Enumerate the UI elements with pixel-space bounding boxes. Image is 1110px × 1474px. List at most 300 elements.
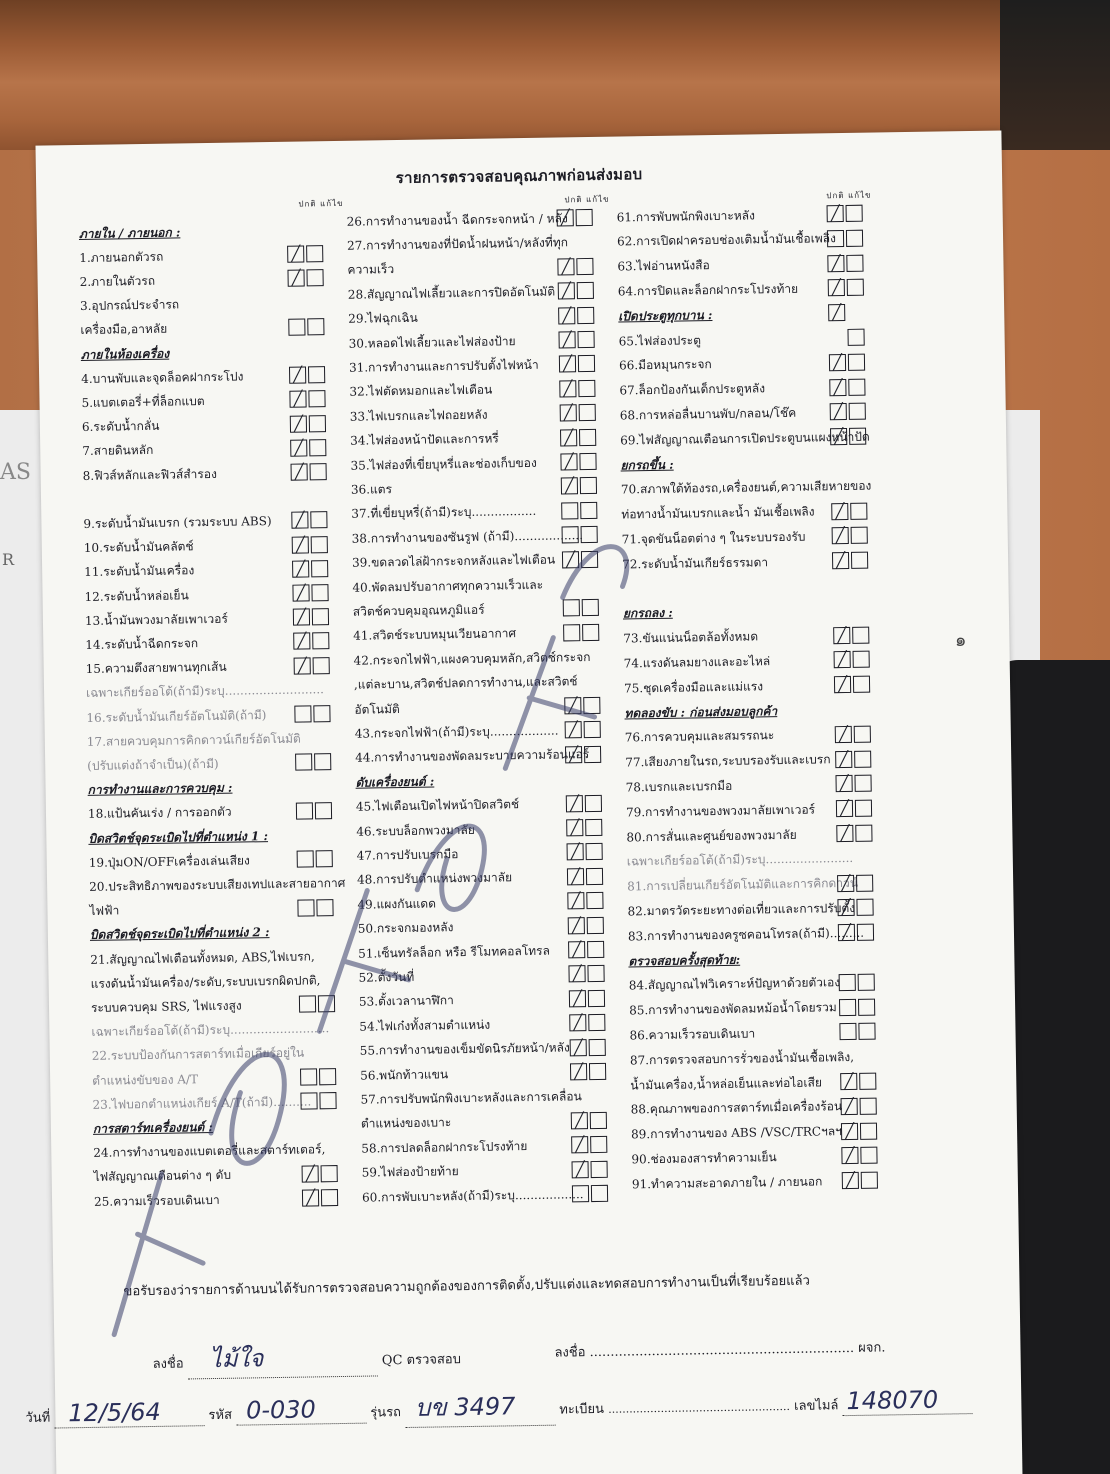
fix-checkbox[interactable] — [306, 245, 323, 262]
fix-checkbox[interactable] — [591, 1185, 608, 1202]
checklist-item — [352, 574, 543, 599]
normal-checkbox[interactable] — [569, 990, 586, 1007]
checklist-item — [348, 281, 556, 306]
fix-checkbox[interactable] — [854, 725, 871, 742]
checklist-item — [84, 560, 194, 584]
fix-checkbox[interactable] — [846, 229, 863, 246]
normal-checkbox[interactable] — [841, 1122, 858, 1139]
normal-checkbox[interactable] — [568, 917, 585, 934]
normal-checkbox[interactable] — [293, 633, 310, 650]
checkbox-pair — [572, 1160, 608, 1178]
checklist-item-label: 24.การทำงานของแบตเตอรี่และสตาร์ทเตอร์, — [93, 1142, 326, 1160]
section-heading — [81, 343, 170, 366]
normal-checkbox[interactable] — [297, 899, 314, 916]
fix-checkbox[interactable] — [856, 899, 873, 916]
normal-checkbox[interactable] — [567, 844, 584, 861]
checklist-item — [629, 997, 837, 1022]
fix-checkbox[interactable] — [851, 552, 868, 569]
fix-checkbox[interactable] — [858, 998, 875, 1015]
checklist-item-label: ระบบควบคุม SRS, ไฟแรงสูง — [90, 998, 242, 1015]
checklist-item — [623, 626, 758, 650]
normal-checkbox[interactable] — [837, 874, 854, 891]
normal-checkbox[interactable] — [830, 403, 847, 420]
checkbox-pair — [559, 380, 595, 398]
checklist-item-label: 37.ที่เขี่ยบุหรี่(ถ้ามี)ระบุ................. — [351, 504, 537, 522]
fix-checkbox[interactable] — [311, 536, 328, 553]
fix-checkbox[interactable] — [847, 279, 864, 296]
qc-sign-label: ลงชื่อ — [152, 1356, 184, 1372]
checklist-item-label: 11.ระดับน้ำมันเครื่อง — [84, 563, 195, 580]
checklist-item-label: 48.การปรับตำแหน่งพวงมาลัย — [356, 870, 513, 888]
qc-signature: ไม้ใจ — [187, 1336, 378, 1379]
normal-checkbox[interactable] — [827, 205, 844, 222]
dark-object — [1000, 0, 1110, 150]
normal-checkbox[interactable] — [292, 536, 309, 553]
normal-checkbox[interactable] — [561, 478, 578, 495]
normal-checkbox[interactable] — [572, 1161, 589, 1178]
checkbox-pair — [835, 750, 871, 768]
checkbox-pair — [560, 453, 596, 471]
fix-checkbox[interactable] — [314, 753, 331, 770]
checklist-item-label: น้ำมันเครื่อง,น้ำหล่อเย็นและท่อไอเสีย — [630, 1074, 823, 1092]
checklist-item — [87, 753, 219, 777]
checklist-item-label: ยกรถลง : — [622, 606, 673, 621]
col1-header: ปกติ แก้ไข — [298, 198, 344, 209]
checkbox-pair — [572, 1185, 608, 1203]
fix-checkbox[interactable] — [860, 1122, 877, 1139]
fix-checkbox[interactable] — [311, 560, 328, 577]
normal-checkbox[interactable] — [289, 367, 306, 384]
fix-checkbox[interactable] — [853, 651, 870, 668]
fix-checkbox[interactable] — [586, 892, 603, 909]
fix-checkbox[interactable] — [313, 657, 330, 674]
fix-checkbox[interactable] — [582, 624, 599, 641]
normal-checkbox[interactable] — [830, 428, 847, 445]
checklist-item-label: ดับเครื่องยนต์ : — [355, 774, 435, 790]
checkbox-pair — [287, 270, 323, 288]
normal-checkbox[interactable] — [302, 1165, 319, 1182]
normal-checkbox[interactable] — [560, 429, 577, 446]
normal-checkbox[interactable] — [568, 941, 585, 958]
checklist-item-label: 18.แป้นคันเร่ง / การออกตัว — [87, 804, 232, 822]
fix-checkbox[interactable] — [591, 1160, 608, 1177]
fix-checkbox[interactable] — [584, 746, 601, 763]
fix-checkbox[interactable] — [321, 1165, 338, 1182]
checkbox-pair — [297, 899, 333, 917]
checklist-item-label: 83.การทำงานของครูซคอนโทรล(ถ้ามี)......... — [627, 925, 865, 944]
normal-checkbox[interactable] — [292, 584, 309, 601]
normal-checkbox[interactable] — [292, 560, 309, 577]
checklist-item-label: 6.ระดับน้ำกลั่น — [81, 418, 160, 435]
sheet-title: รายการตรวจสอบคุณภาพก่อนส่งมอบ — [395, 165, 643, 188]
checklist-item — [360, 1037, 570, 1062]
checkbox-pair — [841, 1147, 877, 1165]
normal-checkbox[interactable] — [560, 404, 577, 421]
fix-checkbox[interactable] — [321, 1189, 338, 1206]
normal-checkbox[interactable] — [569, 1014, 586, 1031]
fix-checkbox[interactable] — [306, 270, 323, 287]
fix-checkbox[interactable] — [581, 550, 598, 567]
fix-checkbox[interactable] — [578, 355, 595, 372]
normal-checkbox[interactable] — [297, 851, 314, 868]
checkbox-pair — [837, 899, 873, 917]
normal-checkbox[interactable] — [565, 722, 582, 739]
checklist-item — [630, 1046, 854, 1072]
checkbox-pair — [830, 403, 866, 421]
fix-checkbox[interactable] — [859, 1073, 876, 1090]
fix-checkbox[interactable] — [848, 353, 865, 370]
checklist-sheet — [25, 130, 1022, 1474]
normal-checkbox[interactable] — [562, 551, 579, 568]
fix-checkbox[interactable] — [857, 924, 874, 941]
normal-checkbox[interactable] — [572, 1185, 589, 1202]
normal-checkbox[interactable] — [827, 255, 844, 272]
normal-checkbox[interactable] — [558, 282, 575, 299]
normal-checkbox[interactable] — [558, 307, 575, 324]
fix-checkbox[interactable] — [584, 721, 601, 738]
normal-checkbox[interactable] — [567, 892, 584, 909]
fix-checkbox[interactable] — [589, 1038, 606, 1055]
normal-checkbox[interactable] — [834, 676, 851, 693]
normal-checkbox[interactable] — [563, 624, 580, 641]
normal-checkbox[interactable] — [559, 356, 576, 373]
normal-checkbox[interactable] — [570, 1063, 587, 1080]
normal-checkbox[interactable] — [827, 230, 844, 247]
normal-checkbox[interactable] — [562, 526, 579, 543]
normal-checkbox[interactable] — [832, 527, 849, 544]
checkbox-pair — [839, 1023, 875, 1041]
checklist-item-label: ความเร็ว — [347, 262, 395, 278]
normal-checkbox[interactable] — [295, 754, 312, 771]
fix-checkbox[interactable] — [588, 990, 605, 1007]
fix-checkbox[interactable] — [580, 477, 597, 494]
checklist-item — [347, 207, 568, 232]
fix-checkbox[interactable] — [853, 676, 870, 693]
normal-checkbox[interactable] — [839, 974, 856, 991]
normal-checkbox[interactable] — [842, 1172, 859, 1189]
fix-checkbox[interactable] — [585, 819, 602, 836]
checklist-item-label: 70.สภาพใต้ท้องรถ,เครื่องยนต์,ความเสียหายของ — [620, 478, 872, 497]
fix-checkbox[interactable] — [585, 794, 602, 811]
normal-checkbox[interactable] — [558, 331, 575, 348]
checkbox-pair — [570, 1063, 606, 1081]
checklist-item-label: ท่อทางน้ำมันเบรกและน้ำ มันเชื้อเพลิง — [621, 504, 815, 522]
col3-header: ปกติ แก้ไข — [826, 190, 872, 201]
fix-checkbox[interactable] — [576, 258, 593, 275]
fix-checkbox[interactable] — [316, 899, 333, 916]
checklist-item — [82, 440, 153, 463]
checkbox-pair — [831, 502, 867, 520]
checklist-item-label: ภายในห้องเครื่อง — [80, 346, 170, 362]
checklist-item-label: 77.เสียงภายในรถ,ระบบรองรับและเบรก — [625, 752, 831, 770]
normal-checkbox[interactable] — [831, 503, 848, 520]
checklist-item-label: 60.การพับเบาะหลัง(ถ้ามี)ระบุ.................. — [361, 1186, 584, 1205]
checklist-item — [626, 824, 797, 849]
normal-checkbox[interactable] — [289, 391, 306, 408]
fix-checkbox[interactable] — [846, 254, 863, 271]
col2-header: ปกติ แก้ไข — [564, 194, 610, 205]
checklist-item-label: 13.น้ำมันพวงมาลัยเพาเวอร์ — [84, 611, 228, 628]
checklist-item-label: 43.กระจกไฟฟ้า(ถ้ามี)ระบุ.................. — [354, 723, 559, 741]
normal-checkbox[interactable] — [563, 600, 580, 617]
fix-checkbox[interactable] — [861, 1172, 878, 1189]
fix-checkbox[interactable] — [319, 1068, 336, 1085]
fix-checkbox[interactable] — [577, 307, 594, 324]
normal-checkbox[interactable] — [564, 697, 581, 714]
checklist-item-label: 75.ชุดเครื่องมือและแม่แรง — [623, 678, 764, 696]
checklist-item — [356, 819, 475, 843]
normal-checkbox[interactable] — [290, 415, 307, 432]
checklist-item-label: 26.การทำงานของน้ำ ฉีดกระจกหน้า / หลัง — [346, 210, 568, 229]
normal-checkbox[interactable] — [840, 1073, 857, 1090]
checklist-item-label: 47.การปรับเบรกมือ — [356, 847, 459, 863]
fix-checkbox[interactable] — [313, 705, 330, 722]
fix-checkbox[interactable] — [590, 1112, 607, 1129]
normal-checkbox[interactable] — [557, 258, 574, 275]
checklist-item-label: บิดสวิตช์จุดระเบิดไปที่ตำแหน่ง 2 : — [89, 925, 270, 943]
section-heading — [93, 1116, 213, 1140]
normal-checkbox[interactable] — [829, 379, 846, 396]
normal-checkbox[interactable] — [290, 439, 307, 456]
code-value: 0-030 — [236, 1395, 366, 1426]
fix-checkbox[interactable] — [848, 378, 865, 395]
normal-checkbox[interactable] — [839, 1023, 856, 1040]
fix-checkbox[interactable] — [858, 973, 875, 990]
fix-checkbox[interactable] — [858, 1023, 875, 1040]
checklist-item-label: 58.การปลดล็อกฝากระโปรงท้าย — [361, 1138, 528, 1156]
normal-checkbox[interactable] — [566, 795, 583, 812]
checklist-item-label: 84.สัญญาณไฟวิเคราะห์ปัญหาด้วยตัวเอง — [628, 975, 841, 993]
fix-checkbox[interactable] — [315, 802, 332, 819]
fix-checkbox[interactable] — [308, 391, 325, 408]
fix-checkbox[interactable] — [854, 750, 871, 767]
fix-checkbox[interactable] — [316, 850, 333, 867]
fix-checkbox[interactable] — [318, 995, 335, 1012]
checkbox-pair — [560, 404, 596, 422]
normal-checkbox[interactable] — [559, 380, 576, 397]
fix-checkbox[interactable] — [583, 697, 600, 714]
checklist-item — [624, 651, 771, 675]
checklist-item — [87, 728, 301, 753]
checklist-item — [627, 872, 858, 898]
fix-checkbox[interactable] — [589, 1063, 606, 1080]
checkbox-pair — [289, 391, 325, 409]
checklist-item — [347, 232, 568, 257]
fix-checkbox[interactable] — [308, 366, 325, 383]
checklist-item-label: 36.แตร — [350, 482, 393, 497]
fix-checkbox[interactable] — [852, 626, 869, 643]
normal-checkbox[interactable] — [288, 318, 305, 335]
normal-checkbox[interactable] — [566, 819, 583, 836]
checklist-item — [80, 294, 179, 318]
checklist-item-label: 41.สวิตช์ระบบหมุนเวียนอากาศ — [353, 626, 517, 644]
fix-checkbox[interactable] — [307, 318, 324, 335]
normal-checkbox[interactable] — [561, 502, 578, 519]
normal-checkbox[interactable] — [834, 651, 851, 668]
normal-checkbox[interactable] — [560, 453, 577, 470]
checklist-item — [358, 940, 550, 965]
normal-checkbox[interactable] — [835, 726, 852, 743]
fix-checkbox[interactable] — [588, 1014, 605, 1031]
fix-checkbox[interactable] — [579, 404, 596, 421]
fix-checkbox[interactable] — [856, 874, 873, 891]
normal-checkbox[interactable] — [568, 966, 585, 983]
checkbox-pair — [558, 307, 594, 325]
fix-checkbox[interactable] — [851, 527, 868, 544]
checklist-item-label: ยกรถขึ้น : — [620, 457, 674, 473]
checklist-item-label: 17.สายควบคุมการคิกดาวน์เกียร์อัตโนมัติ — [86, 731, 301, 749]
normal-checkbox[interactable] — [838, 924, 855, 941]
fix-checkbox[interactable] — [309, 439, 326, 456]
checklist-item-label: 28.สัญญาณไฟเลี้ยวและการปิดอัตโนมัติ — [347, 284, 556, 302]
normal-checkbox[interactable] — [302, 1189, 319, 1206]
normal-checkbox[interactable] — [829, 354, 846, 371]
manager-signature-line — [554, 1336, 885, 1362]
normal-checkbox[interactable] — [291, 512, 308, 529]
normal-checkbox[interactable] — [287, 246, 304, 263]
checkbox-pair — [300, 1068, 336, 1086]
normal-checkbox[interactable] — [828, 304, 845, 321]
checklist-item-label: ตรวจสอบครั้งสุดท้าย: — [628, 952, 741, 968]
normal-checkbox[interactable] — [294, 657, 311, 674]
section-heading — [623, 603, 673, 626]
normal-checkbox[interactable] — [557, 209, 574, 226]
normal-checkbox[interactable] — [835, 775, 852, 792]
fix-checkbox[interactable] — [582, 599, 599, 616]
checklist-item-label: 91.ทำความสะอาดภายใน / ภายนอก — [631, 1174, 823, 1192]
fix-checkbox[interactable] — [586, 843, 603, 860]
normal-checkbox[interactable] — [571, 1136, 588, 1153]
normal-checkbox[interactable] — [299, 996, 316, 1013]
checklist-item-label: 44.การทำงานของพัดลมระบายความร้อนแอร์ — [355, 747, 590, 766]
fix-checkbox[interactable] — [578, 380, 595, 397]
fix-checkbox[interactable] — [311, 584, 328, 601]
checklist-item — [91, 995, 242, 1019]
footer-fields — [25, 1379, 973, 1434]
fix-checkbox[interactable] — [580, 502, 597, 519]
fix-checkbox[interactable] — [577, 331, 594, 348]
checklist-item-label: 68.การหล่อลื่นบานพับ/กลอน/โช๊ค — [619, 405, 797, 423]
checklist-item — [85, 633, 198, 657]
normal-checkbox[interactable] — [833, 627, 850, 644]
fix-checkbox[interactable] — [849, 403, 866, 420]
normal-checkbox[interactable] — [836, 825, 853, 842]
checklist-item — [89, 850, 250, 875]
checklist-item-label: 62.การเปิดฝาครอบช่องเติมน้ำมันเชื้อเพลิง — [616, 231, 837, 249]
fix-checkbox[interactable] — [587, 941, 604, 958]
checklist-item — [355, 720, 559, 745]
normal-checkbox[interactable] — [296, 802, 313, 819]
fix-checkbox[interactable] — [312, 608, 329, 625]
checkbox-pair — [297, 850, 333, 868]
fix-checkbox[interactable] — [847, 329, 864, 346]
normal-checkbox[interactable] — [294, 705, 311, 722]
checklist-item — [631, 1096, 843, 1121]
normal-checkbox[interactable] — [293, 609, 310, 626]
normal-checkbox[interactable] — [287, 270, 304, 287]
fix-checkbox[interactable] — [587, 965, 604, 982]
fix-checkbox[interactable] — [586, 868, 603, 885]
normal-checkbox[interactable] — [300, 1068, 317, 1085]
fix-checkbox[interactable] — [855, 825, 872, 842]
normal-checkbox[interactable] — [835, 751, 852, 768]
checklist-item — [630, 1071, 822, 1096]
checklist-item — [625, 725, 775, 749]
checkbox-pair — [835, 775, 871, 793]
fix-checkbox[interactable] — [590, 1136, 607, 1153]
normal-checkbox[interactable] — [828, 279, 845, 296]
normal-checkbox[interactable] — [841, 1147, 858, 1164]
checkbox-pair — [299, 995, 335, 1013]
fix-checkbox[interactable] — [579, 428, 596, 445]
fix-checkbox[interactable] — [309, 415, 326, 432]
checklist-item-label: 85.การทำงานของพัดลมหม้อน้ำโดยรวม — [629, 1000, 837, 1018]
checklist-item-label: 89.การทำงานของ ABS /VSC/TRCฯลฯ — [630, 1124, 842, 1142]
checkbox-pair — [565, 746, 601, 764]
normal-checkbox[interactable] — [571, 1112, 588, 1129]
checklist-item-label: 51.เซ็นทรัลล็อก หรือ รีโมทคอลโทรล — [358, 943, 551, 961]
checklist-item-label: ตำแหน่งขับของ A/T — [92, 1071, 199, 1088]
checklist-item-label: 69.ไฟสัญญาณเตือนการเปิดประตูบนแผงหน้าปัด — [620, 429, 870, 448]
checklist-item-label: 19.ปุ่มON/OFFเครื่องเล่นเสียง — [88, 853, 250, 870]
section-heading — [618, 304, 712, 327]
normal-checkbox[interactable] — [570, 1039, 587, 1056]
normal-checkbox[interactable] — [567, 868, 584, 885]
fix-checkbox[interactable] — [854, 775, 871, 792]
normal-checkbox[interactable] — [291, 463, 308, 480]
section-heading — [355, 771, 434, 794]
checklist-item-label: 32.ไฟตัดหมอกและไฟเตือน — [349, 382, 493, 400]
normal-checkbox[interactable] — [300, 1093, 317, 1110]
checklist-item — [81, 390, 204, 414]
fix-checkbox[interactable] — [846, 205, 863, 222]
checklist-item-label: 34.ไฟส่องหน้าปัดและการหรี่ — [350, 431, 499, 448]
checkbox-pair — [830, 428, 866, 446]
fix-checkbox[interactable] — [310, 463, 327, 480]
checkbox-pair — [561, 477, 597, 495]
checklist-item-label: 21.สัญญาณไฟเตือนทั้งหมด, ABS,ไฟเบรก, — [90, 948, 315, 967]
fix-checkbox[interactable] — [579, 453, 596, 470]
fix-checkbox[interactable] — [577, 282, 594, 299]
fix-checkbox[interactable] — [587, 916, 604, 933]
fix-checkbox[interactable] — [855, 800, 872, 817]
fix-checkbox[interactable] — [576, 209, 593, 226]
fix-checkbox[interactable] — [312, 633, 329, 650]
fix-checkbox[interactable] — [850, 502, 867, 519]
checkbox-pair — [567, 843, 603, 861]
checklist-item-label: 64.การปิดและล็อกฝากระโปรงท้าย — [617, 281, 799, 299]
checklist-item-label: 42.กระจกไฟฟ้า,แผงควบคุมหลัก,สวิตช์กระจก — [353, 649, 591, 668]
fix-checkbox[interactable] — [319, 1092, 336, 1109]
fix-checkbox[interactable] — [310, 512, 327, 529]
normal-checkbox[interactable] — [841, 1098, 858, 1115]
normal-checkbox[interactable] — [836, 800, 853, 817]
checklist-item-label: 82.มาตรวัดระยะทางต่อเที่ยวและการปรับตั้ง — [627, 900, 856, 919]
fix-checkbox[interactable] — [860, 1147, 877, 1164]
fix-checkbox[interactable] — [860, 1097, 877, 1114]
fix-checkbox[interactable] — [849, 428, 866, 445]
checklist-item — [352, 549, 555, 574]
checkbox-pair — [827, 254, 863, 272]
normal-checkbox[interactable] — [832, 552, 849, 569]
checklist-item-label: 80.การสั่นและศูนย์ของพวงมาลัย — [626, 827, 797, 844]
checklist-item-label: 12.ระดับน้ำหล่อเย็น — [84, 587, 189, 604]
normal-checkbox[interactable] — [565, 746, 582, 763]
fix-checkbox[interactable] — [581, 526, 598, 543]
checklist-item — [80, 318, 167, 341]
normal-checkbox[interactable] — [837, 899, 854, 916]
normal-checkbox[interactable] — [839, 998, 856, 1015]
